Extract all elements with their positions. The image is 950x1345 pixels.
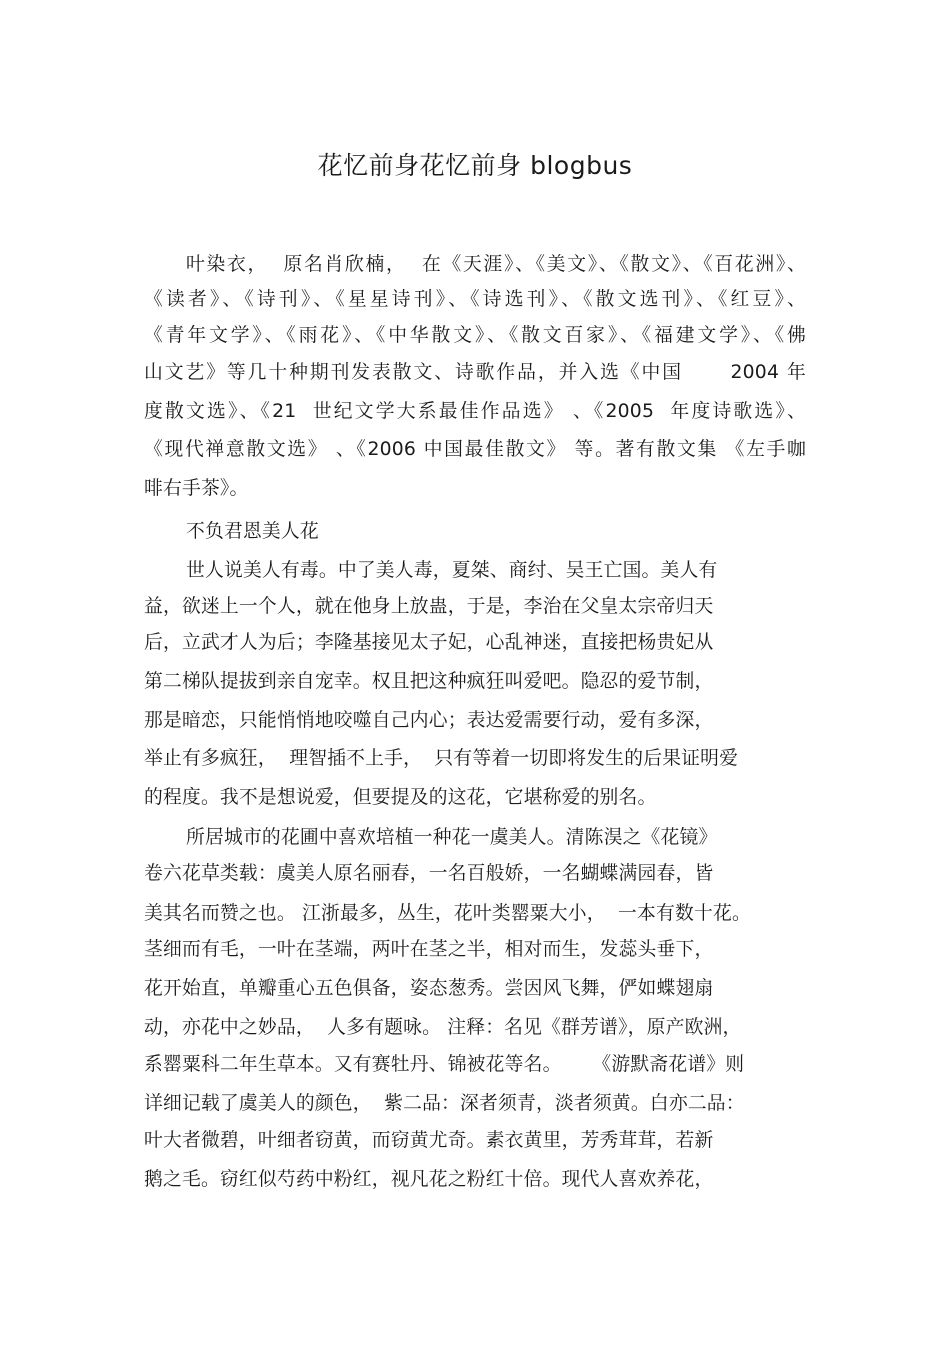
text-line: 鹅之毛。窃红似芍药中粉红，视凡花之粉红十倍。现代人喜欢养花， (144, 1169, 714, 1190)
text-line: 山文艺》等几十种期刊发表散文、诗歌作品，并入选《中国 2004 年 (144, 362, 806, 383)
text-line: 《读者》、《诗刊》、《星星诗刊》、《诗选刊》、《散文选刊》、《红豆》、 (144, 289, 806, 310)
text-line: 系罂粟科二年生草本。又有赛牡丹、锦被花等名。 《游默斋花谱》则 (144, 1054, 745, 1075)
text-line: 花开始直，单瓣重心五色俱备，姿态葱秀。尝因风飞舞，俨如蝶翅扇 (144, 978, 714, 999)
page-title: 花忆前身花忆前身 blogbus (317, 151, 633, 180)
text-line: 益，欲迷上一个人，就在他身上放蛊，于是，李治在父皇太宗帝归天 (144, 596, 714, 617)
text-line: 动，亦花中之妙品， 人多有题咏。 注释：名见《群芳谱》，原产欧洲， (144, 1017, 742, 1038)
text-line: 啡右手茶》。 (144, 478, 249, 499)
text-line: 所居城市的花圃中喜欢培植一种花一虞美人。清陈淏之《花镜》 (186, 827, 718, 848)
text-line: 叶大者微碧，叶细者窃黄，而窃黄尤奇。素衣黄里，芳秀茸茸，若新 (144, 1130, 714, 1151)
text-line: 详细记载了虞美人的颜色， 紫二品：深者须青，淡者须黄。白亦二品： (144, 1093, 745, 1114)
text-line: 度散文选》、《21 世纪文学大系最佳作品选》 、《2005 年度诗歌选》、 (144, 401, 806, 422)
text-line: 的程度。我不是想说爱，但要提及的这花，它堪称爱的别名。 (144, 787, 657, 808)
text-line: 美其名而赞之也。 江浙最多，丛生，花叶类罂粟大小， 一本有数十花。 (144, 903, 751, 924)
text-line: 举止有多疯狂， 理智插不上手， 只有等着一切即将发生的后果证明爱 (144, 748, 739, 769)
text-line: 后，立武才人为后；李隆基接见太子妃，心乱神迷，直接把杨贵妃从 (144, 632, 714, 653)
text-line: 那是暗恋，只能悄悄地咬噬自己内心；表达爱需要行动，爱有多深， (144, 710, 714, 731)
text-line: 《现代禅意散文选》 、《2006 中国最佳散文》 等。著有散文集 《左手咖 (144, 439, 806, 460)
text-line: 《青年文学》、《雨花》、《中华散文》、《散文百家》、《福建文学》、《佛 (144, 325, 806, 346)
text-line: 第二梯队提拔到亲自宠幸。权且把这种疯狂叫爱吧。隐忍的爱节制， (144, 671, 714, 692)
text-line: 叶染衣， 原名肖欣楠， 在《天涯》、《美文》、《散文》、《百花洲》、 (186, 254, 806, 275)
text-line: 卷六花草类载：虞美人原名丽春，一名百般娇，一名蝴蝶满园春，皆 (144, 863, 714, 884)
text-line: 茎细而有毛，一叶在茎端，两叶在茎之半，相对而生，发蕊头垂下， (144, 939, 714, 960)
section-heading: 不负君恩美人花 (186, 521, 319, 542)
text-line: 世人说美人有毒。中了美人毒，夏桀、商纣、吴王亡国。美人有 (186, 560, 718, 581)
